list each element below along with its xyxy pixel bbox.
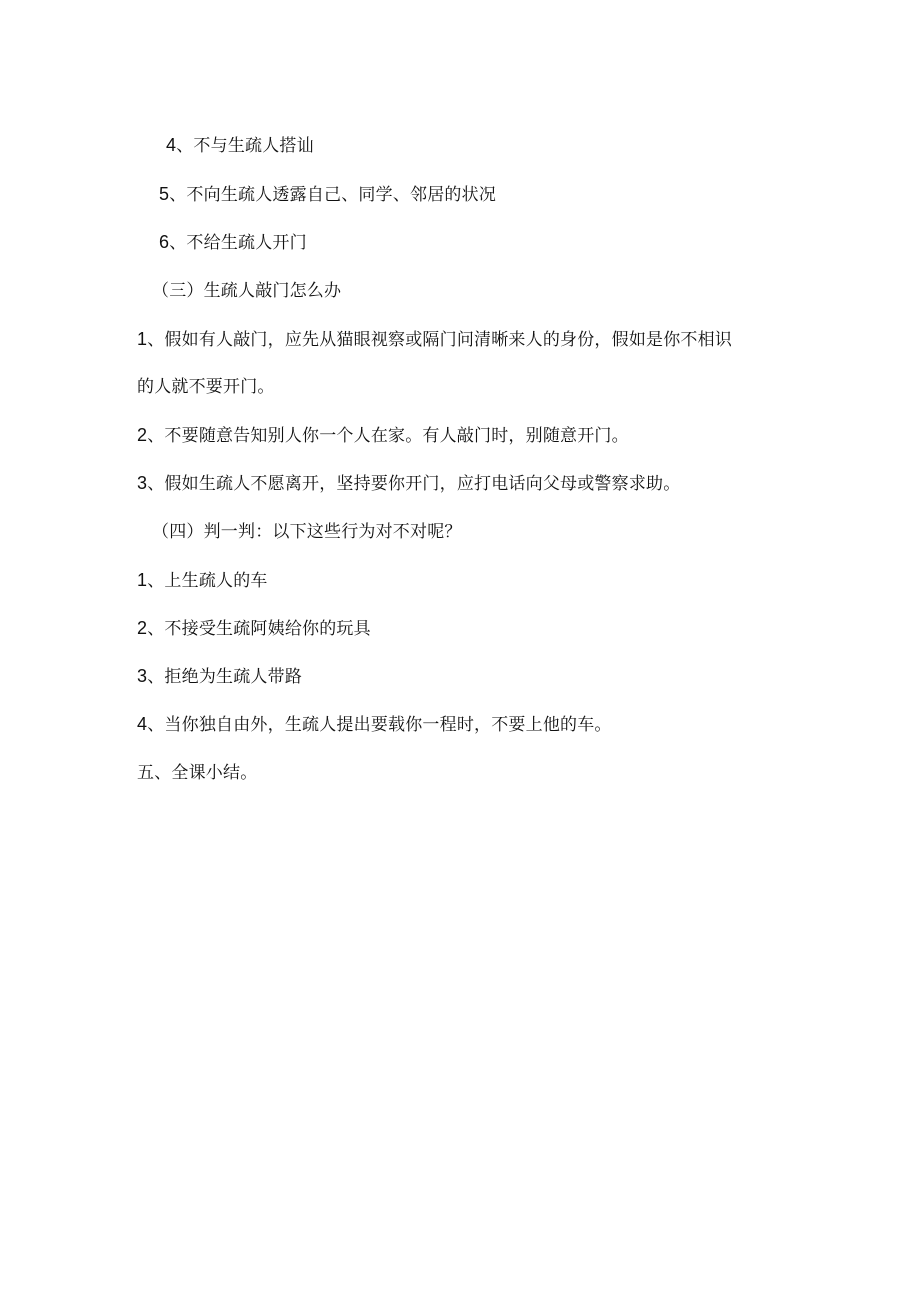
item-number: 3 bbox=[137, 666, 148, 686]
list-item bbox=[166, 133, 314, 158]
list-item-continuation: 的人就不要开门。 bbox=[137, 377, 275, 397]
item-number: 6 bbox=[159, 232, 170, 252]
list-item bbox=[137, 471, 680, 496]
item-text: 、拒绝为生疏人带路 bbox=[147, 667, 303, 687]
item-number: 4 bbox=[166, 135, 177, 155]
list-item bbox=[137, 664, 302, 689]
item-number: 1 bbox=[137, 570, 148, 590]
section-heading: （四）判一判：以下这些行为对不对呢？ bbox=[152, 522, 462, 542]
item-number: 4 bbox=[137, 714, 148, 734]
list-item bbox=[159, 182, 496, 207]
list-item bbox=[137, 327, 732, 352]
item-text: 、不给生疏人开门 bbox=[169, 233, 307, 253]
section-heading: 五、全课小结。 bbox=[137, 763, 258, 783]
section-heading: （三）生疏人敲门怎么办 bbox=[152, 281, 342, 301]
list-item bbox=[137, 712, 612, 737]
item-text: 、不要随意告知别人你一个人在家。有人敲门时，别随意开门。 bbox=[147, 426, 629, 446]
list-item bbox=[137, 568, 268, 593]
item-number: 5 bbox=[159, 184, 170, 204]
item-text: 、当你独自由外，生疏人提出要载你一程时，不要上他的车。 bbox=[147, 715, 612, 735]
item-text: 、假如有人敲门，应先从猫眼视察或隔门问清晰来人的身份，假如是你不相识 bbox=[147, 330, 733, 350]
list-item bbox=[137, 616, 371, 641]
list-item bbox=[137, 423, 629, 448]
item-number: 2 bbox=[137, 425, 148, 445]
item-text: 、不与生疏人搭讪 bbox=[176, 136, 314, 156]
item-number: 2 bbox=[137, 618, 148, 638]
item-number: 3 bbox=[137, 473, 148, 493]
item-number: 1 bbox=[137, 329, 148, 349]
item-text: 、不接受生疏阿姨给你的玩具 bbox=[147, 619, 371, 639]
item-text: 、假如生疏人不愿离开，坚持要你开门，应打电话向父母或警察求助。 bbox=[147, 474, 681, 494]
item-text: 、上生疏人的车 bbox=[147, 571, 268, 591]
item-text: 、不向生疏人透露自己、同学、邻居的状况 bbox=[169, 185, 497, 205]
list-item bbox=[159, 230, 307, 255]
